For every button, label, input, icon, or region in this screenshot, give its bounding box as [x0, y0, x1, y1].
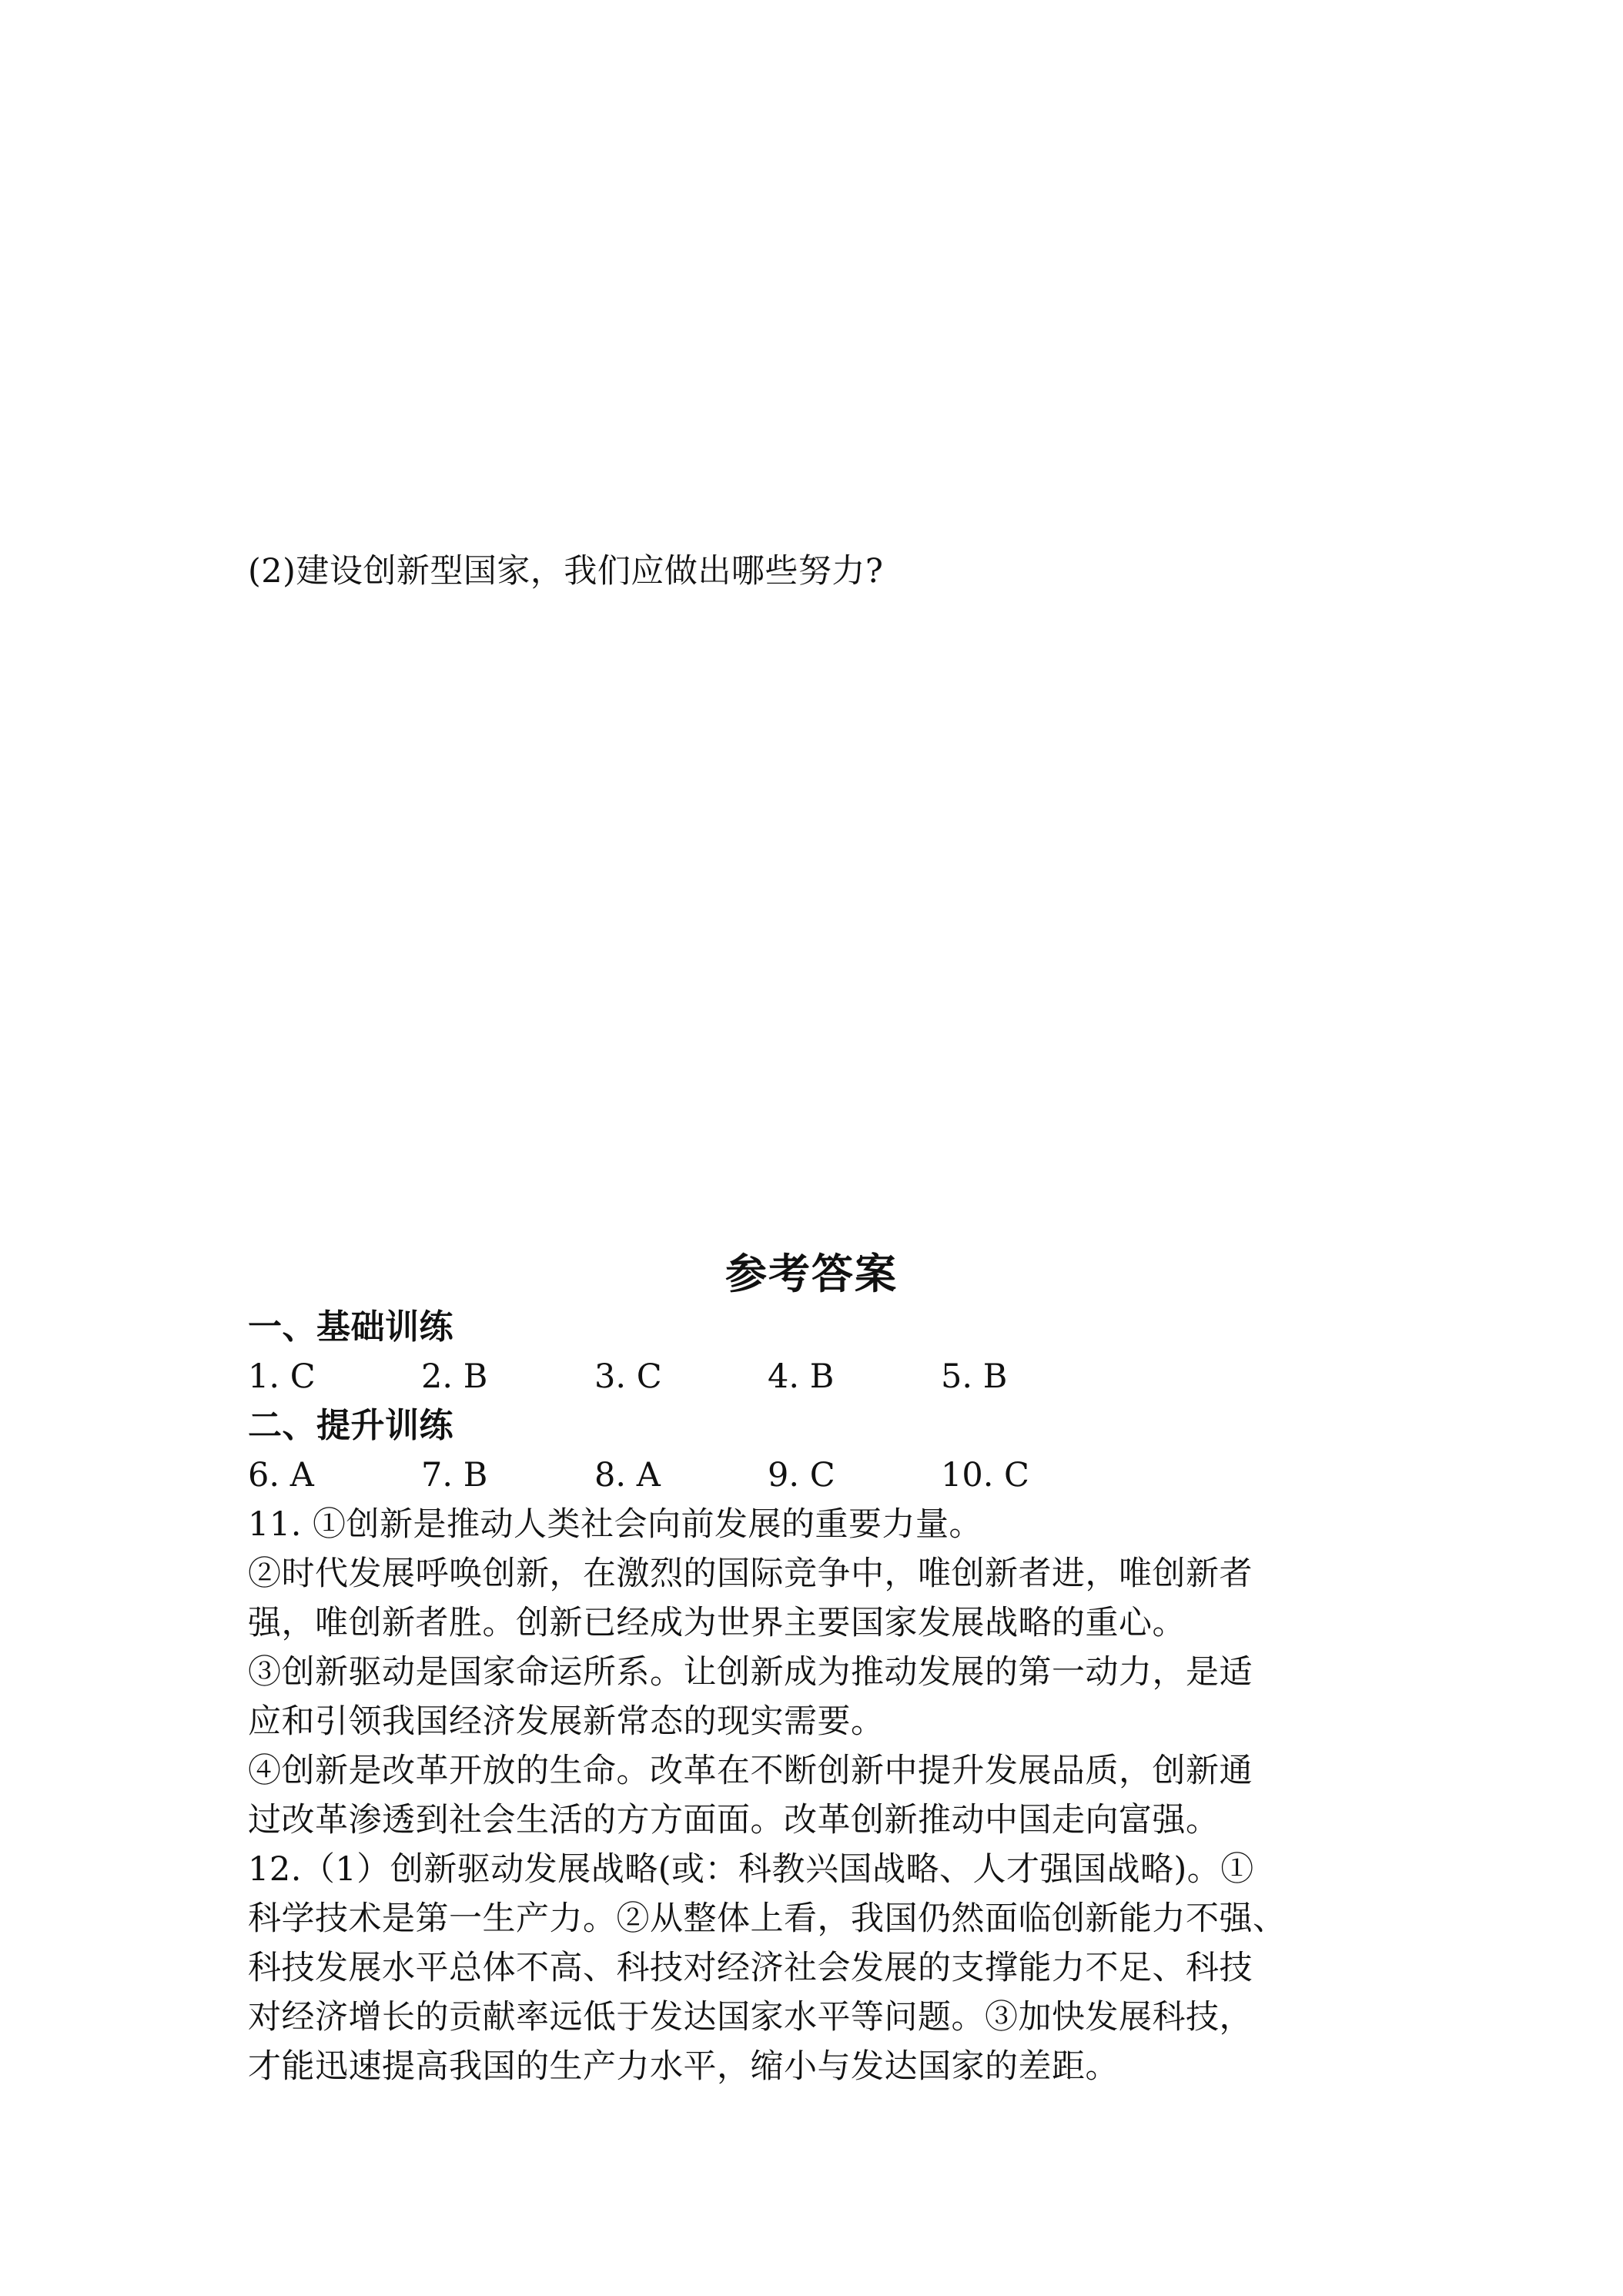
- answer-item: 10. C: [941, 1456, 1029, 1494]
- section-heading-advanced: 二、提升训练: [248, 1406, 453, 1445]
- answer-item: 7. B: [421, 1456, 488, 1494]
- answer-row-advanced: [248, 1451, 1114, 1500]
- answer-12-line: 对经济增长的贡献率远低于发达国家水平等问题。③加快发展科技，: [248, 1998, 1253, 2037]
- section-heading-basic: 一、基础训练: [248, 1307, 453, 1347]
- answer-12-line: 科学技术是第一生产力。②从整体上看，我国仍然面临创新能力不强、: [248, 1899, 1287, 1938]
- answer-11-line: ②时代发展呼唤创新，在激烈的国际竞争中，唯创新者进，唯创新者: [248, 1555, 1253, 1593]
- answer-12-line: 才能迅速提高我国的生产力水平，缩小与发达国家的差距。: [248, 2047, 1119, 2086]
- question-2: (2)建设创新型国家，我们应做出哪些努力?: [248, 552, 884, 591]
- answer-item: 6. A: [248, 1456, 314, 1494]
- answer-item: 8. A: [594, 1456, 661, 1494]
- answer-row-basic: [248, 1352, 1114, 1401]
- answer-11-line: ④创新是改革开放的生命。改革在不断创新中提升发展品质，创新通: [248, 1752, 1253, 1790]
- answer-item: 2. B: [421, 1357, 488, 1396]
- answer-11-line: 应和引领我国经济发展新常态的现实需要。: [248, 1702, 885, 1741]
- answer-11-line: ③创新驱动是国家命运所系。让创新成为推动发展的第一动力，是适: [248, 1653, 1253, 1692]
- answer-11-line: 11. ①创新是推动人类社会向前发展的重要力量。: [248, 1505, 983, 1544]
- answer-item: 9. C: [768, 1456, 835, 1494]
- answer-item: 5. B: [941, 1357, 1008, 1396]
- answer-item: 1. C: [248, 1357, 316, 1396]
- answers-title: 参考答案: [725, 1250, 898, 1298]
- answer-12-line: 科技发展水平总体不高、科技对经济社会发展的支撑能力不足、科技: [248, 1949, 1253, 1987]
- answer-11-line: 强，唯创新者胜。创新已经成为世界主要国家发展战略的重心。: [248, 1604, 1186, 1642]
- answer-12-line: 12.（1）创新驱动发展战略(或：科教兴国战略、人才强国战略)。①: [248, 1850, 1254, 1889]
- answer-11-line: 过改革渗透到社会生活的方方面面。改革创新推动中国走向富强。: [248, 1801, 1220, 1839]
- answer-item: 3. C: [594, 1357, 662, 1396]
- answer-item: 4. B: [768, 1357, 835, 1396]
